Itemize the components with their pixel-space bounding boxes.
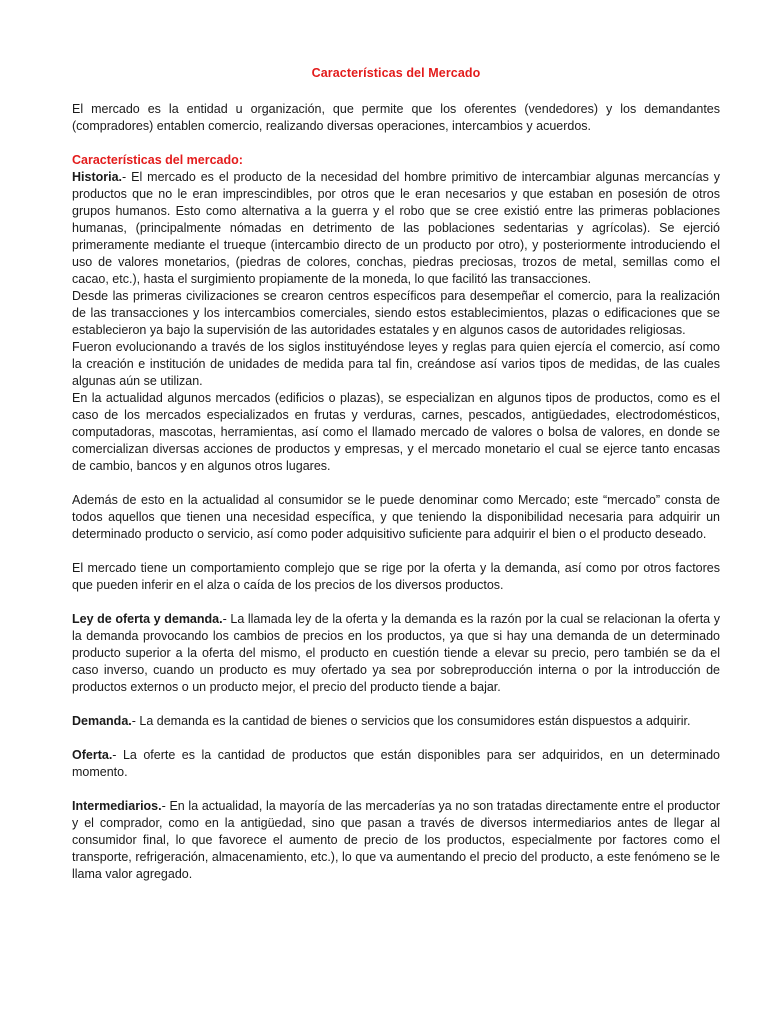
oferta-text: - La oferte es la cantidad de productos que están disponibles para ser adquiridos, en un determinado momento. [72,748,720,779]
demanda-paragraph [72,713,720,730]
oferta-term: Oferta. [72,748,113,762]
demanda-text: - La demanda es la cantidad de bienes o servicios que los consumidores están dispuestos a adquirir. [131,714,691,728]
demanda-term: Demanda. [72,714,132,728]
historia-paragraph-4: En la actualidad algunos mercados (edificios o plazas), se especializan en algunos tipos de productos, como es el caso de los mercados especializados en frutas y verduras, carnes, pescados, antigüedades, electrodomésticos, computadoras, mascotas, herramientas, así como el llamado mercado de valores o bolsa de valores, en donde se comercializan diversas acciones de productos y empresas, y el mercado monetario el cual se ejerce tanto encasas de cambio, bancos y en algunos otros lugares. [72,391,720,473]
intermediarios-term: Intermediarios. [72,799,162,813]
ley-term: Ley de oferta y demanda. [72,612,223,626]
consumidor-paragraph: Además de esto en la actualidad al consumidor se le puede denominar como Mercado; este “mercado” consta de todos aquellos que tienen una necesidad específica, y que teniendo la disponibilidad necesaria para adquirir un determinado producto o servicio, así como poder adquisitivo suficiente para adquirir el bien o el producto deseado. [72,493,720,541]
historia-paragraph-3: Fueron evolucionando a través de los siglos instituyéndose leyes y reglas para quien ejercía el comercio, así como la creación e institución de unidades de medida para tal fin, creándose así varios tipos de medidas, de las cuales algunas aún se utilizan. [72,340,720,388]
section-heading: Características del mercado: [72,153,243,167]
intermediarios-text: - En la actualidad, la mayoría de las mercaderías ya no son tratadas directamente entre el productor y el comprador, como en la antigüedad, sino que pasan a través de diversos intermediarios antes de llegar al consumidor final, lo que favorece el aumento de precio de los productos, especialmente por factores como el transporte, refrigeración, almacenamiento, etc.), lo que va aumentando el precio del producto, a este fenómeno se le llama valor agregado. [72,799,720,881]
historia-paragraph [72,169,720,288]
historia-paragraph-2: Desde las primeras civilizaciones se crearon centros específicos para desempeñar el comercio, para la realización de las transacciones y los intercambios comerciales, siendo estos establecimientos, plazas o edificaciones que se establecieron ya bajo la supervisión de las autoridades estatales y en algunos casos de autoridades religiosas. [72,289,720,337]
document-title: Características del Mercado [311,66,481,80]
historia-text: - El mercado es el producto de la necesidad del hombre primitivo de intercambiar algunas mercancías y productos que no le eran imprescindibles, por otros que le eran necesarios y que estaban en posesión de otros grupos humanos. Esto como alternativa a la guerra y el robo que se cree existió entre las primeras poblaciones humanas, (principalmente nómadas en detrimento de las poblaciones sedentarias y agrícolas). Se ejerció primeramente mediante el trueque (intercambio directo de un producto por otro), y posteriormente introduciendo el uso de valores monetarios, (piedras de colores, conchas, piedras preciosas, trozos de metal, semillas como el cacao, etc.), hasta el surgimiento propiamente de la moneda, lo que facilitó las transacciones. [72,170,720,286]
historia-term: Historia. [72,170,123,184]
ley-paragraph [72,611,720,696]
ley-text: - La llamada ley de la oferta y la demanda es la razón por la cual se relacionan la oferta y la demanda provocando los cambios de precios en los productos, ya que si hay una demanda de un determinado producto superior a la oferta del mismo, el producto en cuestión tiende a elevar su precio, pero también se da el caso inverso, cuando un producto es muy ofertado ya sea por sobreproducción interna o por la introducción de productos externos o un producto mejor, el precio del producto tiende a bajar. [72,612,720,694]
intro-paragraph: El mercado es la entidad u organización, que permite que los oferentes (vendedores) y los demandantes (compradores) entablen comercio, realizando diversas operaciones, intercambios y acuerdos. [72,102,720,133]
comportamiento-paragraph: El mercado tiene un comportamiento complejo que se rige por la oferta y la demanda, así como por otros factores que pueden inferir en el alza o caída de los precios de los diversos productos. [72,561,720,592]
oferta-paragraph [72,747,720,781]
intermediarios-paragraph [72,798,720,883]
